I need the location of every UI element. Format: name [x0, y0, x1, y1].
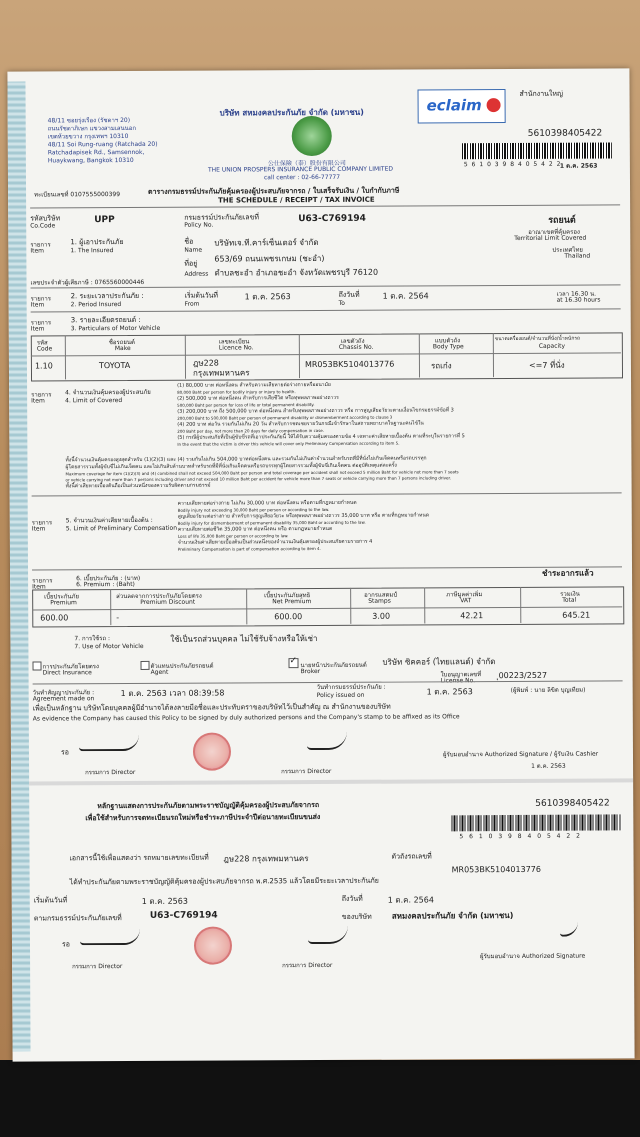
territory-label-th: อาณาเขตที่คุ้มครอง [528, 228, 580, 236]
slip-director-label-2: กรรมการ Director [282, 961, 333, 970]
broker-label-en: Broker [300, 668, 321, 676]
slip-title-line1: หลักฐานแสดงการประกันภัยตามพระราชบัญญัติคุ้มครองผู้ประสบภัยจากรถ [97, 801, 320, 811]
address-en-line3: Huaykwang, Bangkok 10310 [47, 156, 134, 165]
eclaim-logo [418, 89, 506, 123]
from-label-en: From [184, 300, 200, 308]
period-time-th: เวลา 16.30 น. [556, 290, 597, 298]
item-label-en-1: Item [30, 247, 45, 255]
col-body-en: Body Type [432, 343, 464, 351]
coverage-line-9: (5) กรณีผู้ประสบภัยที่เป็นผู้ขับขี่รถที่เอาประกันภัยนี้ ให้ได้รับความคุ้มครองตามข้อ 4 เฉพาะค่าเสียหายเบื้องต้น ตามที่ระบุในรายการที่ 5 [177, 433, 465, 441]
date-stamp-top: 1 ต.ค. 2563 [559, 162, 598, 170]
col-premium-en: Premium [50, 599, 77, 607]
premium-label-th: 6. เบี้ยประกันภัย : (บาท) [76, 574, 141, 583]
col-net-th: เบี้ยประกันภัยสุทธิ [264, 592, 311, 600]
divider [424, 587, 425, 623]
address-th-line2: ถนนรัชดาภิเษก แขวงสามเสนนอก [47, 124, 137, 133]
vat-value: 42.21 [460, 611, 484, 621]
col-discount-en: Premium Discount [140, 598, 196, 606]
coverage-label-en: 4. Limit of Covered [65, 397, 123, 405]
divider [31, 308, 621, 312]
divider [32, 492, 622, 496]
coverage-line-11: ทั้งนี้จำนวนเงินคุ้มครองสูงสุดสำหรับ (1)(2)(3) และ (4) รวมกันไม่เกิน 504,000 บาทต่อหนึ่งคน และรวมกันไม่เกินค่าจำนวนสำหรับรถที่มีที่นั่งไม่เกินเจ็ดคนหรือรถบรรทุก [65, 455, 427, 464]
coverage-line-5: (3) 200,000 บาท ถึง 500,000 บาท ต่อหนึ่งคน สำหรับทุพพลภาพอย่างถาวร หรือ การสูญเสียอวัยวะตามเงื่อนไขกรมธรรม์ข้อที่ 3 [177, 407, 454, 415]
authorized-signature-label: ผู้รับมอบอำนาจ Authorized Signature / ผู้รับเงิน Cashier [442, 750, 599, 759]
slip-policy-label: ตามกรมธรรม์ประกันภัยเลขที่ [33, 914, 122, 923]
divider [32, 566, 622, 570]
item-label-en-5: Item [31, 525, 46, 533]
authorized-date: 1 ต.ค. 2563 [531, 762, 566, 770]
insured-address-line1: 653/69 ถนนเพชรเกษม (ชะอำ) [214, 253, 325, 264]
agent-label-th: ตัวแทนประกันภัยรถยนต์ [150, 662, 214, 670]
from-label-th: เริ่มต้นวันที่ [184, 291, 219, 300]
head-office-label: สำนักงานใหญ่ [519, 89, 563, 98]
document-title-th: ตารางกรมธรรม์ประกันภัยคุ้มครองผู้ประสบภัยจากรถ / ใบเสร็จรับเงิน / ใบกำกับภาษี [148, 186, 400, 196]
to-label-en: To [338, 299, 345, 307]
eclaim-logo-text: eclaim [426, 96, 482, 115]
coverage-line-1: (1) 80,000 บาท ต่อหนึ่งคน สำหรับความเสียหายต่อร่างกายหรืออนามัย [177, 381, 331, 389]
agreement-made-label-th: วันทำสัญญาประกันภัย : [32, 689, 95, 697]
premium-label-en: 6. Premium : (Baht) [76, 580, 135, 589]
vehicle-code: 1.10 [34, 361, 53, 371]
vehicle-make: TOYOTA [98, 360, 131, 371]
broker-label-th: นายหน้าประกันภัยรถยนต์ [300, 661, 367, 670]
period-label-en: 2. Period Insured [70, 301, 122, 309]
agent-label-en: Agent [150, 668, 169, 676]
col-licence-en: Licence No. [218, 344, 254, 352]
vehicle-body-type: รถเก๋ง [430, 361, 452, 371]
director-signature-1 [79, 735, 139, 751]
coverage-line-12: ผู้โดยสารรวมทั้งผู้ขับขี่ไม่เกินเจ็ดคน และไม่เกินสิบล้านบาทสำหรับรถที่มีที่นั่งเกินเจ็ดคนหรือรถบรรทุกผู้โดยสารรวมทั้งผู้ขับขี่เกินเจ็ดคน ต่ออุบัติเหตุแต่ละครั้ง [65, 462, 397, 471]
coverage-line-15: ทั้งนี้ค่าเสียหายเบื้องต้นถือเป็นส่วนหนึ่งของความรับผิดตามกรมธรรม์ [65, 482, 211, 490]
vehicle-licence-line2: กรุงเทพมหานคร [192, 368, 250, 378]
barcode-slip [451, 814, 621, 831]
period-label-th: 2. ระยะเวลาประกันภัย : [70, 291, 144, 301]
item-label-en-2: Item [30, 301, 45, 309]
preliminary-label-th: 5. จำนวนเงินค่าเสียหายเบื้องต้น : [65, 516, 153, 525]
coverage-line-8: 200 Baht per day, not more than 20 days for daily compensation in case. [177, 427, 325, 434]
stamps-value: 3.00 [372, 611, 391, 621]
coverage-line-7: (4) 200 บาท ต่อวัน รวมกันไม่เกิน 20 วัน สำหรับการชดเชยรายวันกรณีเข้ารักษาในสถานพยาบาลในฐานะคนไข้ใน [177, 420, 424, 428]
address-en-line1: 48/11 Soi Rung-ruang (Ratchada 20) [47, 140, 158, 149]
item-label-en-3: Item [30, 325, 45, 333]
agreement-made-label-en: Agreement made on [32, 695, 95, 703]
preliminary-line-1: ความเสียหายต่อร่างกาย ไม่เกิน 30,000 บาท ต่อหนึ่งคน หรือตามที่กฎหมายกำหนด [177, 499, 357, 507]
preliminary-line-6: Loss of life 35,000 Baht per person or according to law. [177, 533, 289, 539]
barcode-digits-top: 5 6 1 0 3 9 8 4 0 5 4 2 2 [463, 160, 562, 169]
perforated-edge-strip [7, 82, 30, 1052]
name-label-en: Name [184, 246, 203, 254]
col-stamps-en: Stamps [368, 597, 391, 605]
item-label-th-4: รายการ [31, 391, 52, 399]
col-licence-th: เลขทะเบียน [218, 338, 250, 346]
preliminary-line-4: Bodily injury for dismemberment of permanent disability 35,000 Baht or according to the law. [177, 519, 366, 526]
divider [350, 588, 351, 624]
slip-of-company-label: ของบริษัท [341, 912, 372, 921]
use-value: ใช้เป็นรถส่วนบุคคล ไม่ใช้รับจ้างหรือให้เช่า [170, 634, 318, 644]
co-code-label-th: รหัสบริษัท [30, 214, 61, 223]
col-capacity-th: ขนาดเครื่องยนต์/จำนวนที่นั่ง/น้ำหนักรถ [494, 335, 581, 343]
broker-checkbox[interactable] [288, 658, 298, 668]
col-chassis-th: เลขตัวถัง [340, 337, 365, 345]
name-label-th: ชื่อ [184, 237, 194, 246]
barcode-digits-slip: 5 6 1 0 3 9 8 4 0 5 4 2 2 [459, 832, 582, 841]
coverage-line-10: In the event that the victim is driver this vehicle will cover only Preliminary Compensation according to item 5. [177, 440, 400, 447]
vehicle-section-label-th: 3. รายละเอียดรถยนต์ : [70, 315, 141, 325]
territory-value-en: Thailand [564, 252, 591, 260]
insured-address-line2: ตำบลชะอำ อำเภอชะอำ จังหวัดเพชรบุรี 76120 [214, 267, 379, 278]
slip-company-seal-stamp [194, 926, 232, 964]
slip-director-signature-2 [308, 926, 348, 944]
premium-value: 600.00 [40, 613, 69, 623]
policy-issued-label-th: วันทำกรมธรรม์ประกันภัย : [316, 683, 386, 692]
to-label-th: ถึงวันที่ [338, 290, 360, 299]
vehicle-section-label-en: 3. Particulars of Motor Vehicle [70, 324, 161, 333]
call-center: call center : 02-66-77777 [263, 173, 341, 182]
policy-no-label-en: Policy No. [184, 221, 214, 229]
preliminary-line-2: Bodily injury not exceeding 30,000 Baht per person or according to the law. [177, 506, 330, 513]
address-th-line3: เขตห้วยขวาง กรุงเทพฯ 10310 [47, 133, 129, 141]
divider [65, 335, 66, 379]
agent-checkbox[interactable] [140, 661, 149, 670]
dark-floor-area [0, 1060, 640, 1137]
coverage-label-th: 4. จำนวนเงินคุ้มครองผู้ประสบภัย [65, 388, 151, 397]
printer-name: (ผู้พิมพ์ : นาย ลิขิต บุญเทียม) [510, 686, 586, 695]
coverage-line-14: or vehicle carrying not more than 7 persons including driver and not exceed 10 million Baht per accident for vehicle more than 7 seats or vehicle carrying more than 7 persons including driver. [65, 475, 452, 483]
evidence-text-th: เพื่อเป็นหลักฐาน บริษัทโดยบุคคลผู้มีอำนาจได้ลงลายมือชื่อและประทับตราของบริษัทไว้เป็นสำคัญ ณ สำนักงานของบริษัท [32, 702, 391, 713]
col-net-en: Net Premium [272, 598, 312, 606]
company-logo-icon [292, 116, 332, 156]
divider [185, 335, 186, 379]
document-number: 5610398405422 [527, 128, 603, 139]
director-label-2: กรรมการ Director [281, 767, 332, 776]
col-code-en: Code [36, 345, 53, 353]
territory-value-th: ประเทศไทย [552, 246, 583, 254]
col-vat-en: VAT [460, 597, 472, 605]
discount-value: - [116, 613, 120, 623]
period-to: 1 ต.ค. 2564 [382, 291, 429, 301]
slip-policy-number: U63-C769194 [149, 910, 218, 921]
coverage-line-2: 80,000 Baht per person for bodily injury or injury to health. [177, 389, 296, 395]
company-name-th: บริษัท สหมงคลประกันภัย จำกัด (มหาชน) [219, 107, 364, 118]
company-name-cn: 公仕保險（泰）股份有限公司 [267, 159, 346, 168]
divider [110, 589, 111, 625]
preliminary-details [178, 498, 622, 552]
item-label-th-6: รายการ [32, 577, 53, 585]
divider [246, 588, 247, 624]
policy-issued-label-en: Policy issued on [316, 691, 365, 700]
slip-title-line2: เพื่อใช้สำหรับการจดทะเบียนรถใหม่หรือชำระภาษีประจำปีต่อนายทะเบียนขนส่ง [85, 813, 321, 823]
coverage-summary [65, 454, 621, 490]
col-total-th: รวมเงิน [560, 590, 580, 598]
pending-mark-2: รอ [61, 940, 70, 949]
policy-issued-value: 1 ต.ค. 2563 [426, 687, 473, 697]
preliminary-line-8: Preliminary Compensation is part of compensation according to item 4. [177, 546, 321, 552]
document-title-en: THE SCHEDULE / RECEIPT / TAX INVOICE [218, 195, 375, 205]
license-number: ุ00223/2527 [498, 670, 548, 681]
address-en-line2: Ratchadapisek Rd., Samsennok, [47, 148, 145, 157]
slip-act-line: ได้ทำประกันภัยตามพระราชบัญญัติคุ้มครองผู้ประสบภัยจากรถ พ.ศ.2535 แล้วโดยมีระยะเวลาประกันภัย [69, 876, 379, 887]
vehicle-licence-line1: ฎษ228 [192, 358, 219, 368]
director-label-1: กรรมการ Director [85, 768, 136, 777]
license-label-th: ใบอนุญาตเลขที่ [440, 671, 482, 679]
co-code-label-en: Co.Code [30, 222, 56, 230]
direct-insurance-label-th: การประกันภัยโดยตรง [42, 663, 99, 671]
item-label-th-3: รายการ [30, 319, 52, 327]
vehicle-class: รถยนต์ [548, 215, 576, 226]
slip-director-signature-1 [80, 929, 140, 945]
slip-plate: ฎษ228 กรุงเทพมหานคร [223, 854, 309, 864]
barcode-top [462, 142, 612, 159]
evidence-text-en: As evidence the Company has caused this Policy to be signed by duly authorized persons and the Company's stamp to be affixed as its Office [32, 713, 460, 723]
col-stamps-th: อากรแสตมป์ [364, 591, 398, 599]
territory-label-en: Territorial Limit Covered [514, 234, 587, 242]
vehicle-chassis: MR053BK5104013776 [304, 359, 395, 370]
slip-cert-line: เอกสารนี้ใช้เพื่อแสดงว่า รถหมายเลขทะเบียนที่ [69, 853, 209, 863]
divider [299, 334, 300, 378]
co-code-value: UPP [94, 215, 115, 226]
insured-label-th: 1. ผู้เอาประกันภัย [70, 238, 124, 247]
taxpayer-id: เลขประจำตัวผู้เสียภาษี : 0765560000446 [30, 278, 145, 287]
col-make-th: ชื่อรถยนต์ [108, 338, 135, 347]
tax-registration: ทะเบียนเลขที่ 0107555000399 [34, 191, 121, 199]
use-label-th: 7. การใช้รถ : [74, 635, 111, 643]
divider [419, 333, 420, 377]
policy-number: U63-C769194 [298, 213, 366, 225]
divider [520, 587, 521, 623]
slip-chassis: MR053BK5104013776 [451, 864, 541, 875]
net-premium-value: 600.00 [274, 612, 303, 622]
preliminary-line-5: ความเสียหายต่อชีวิต 35,000 บาท ต่อหนึ่งคน หรือ ตามกฎหมายกำหนด [177, 525, 333, 533]
use-label-en: 7. Use of Motor Vehicle [74, 642, 144, 651]
slip-company-name: สหมงคลประกันภัย จำกัด (มหาชน) [391, 910, 514, 921]
company-seal-stamp [193, 732, 231, 770]
item-label-th-5: รายการ [31, 519, 53, 527]
col-chassis-en: Chassis No. [338, 343, 374, 351]
coverage-line-3: (2) 500,000 บาท ต่อหนึ่งคน สำหรับการเสียชีวิต หรือทุพพลภาพอย่างถาวร [177, 394, 339, 402]
col-total-en: Total [562, 596, 577, 604]
vehicle-capacity: <=7 ที่นั่ง [528, 360, 565, 370]
col-capacity-en: Capacity [538, 342, 566, 350]
address-th-line1: 48/11 ซอยรุ่งเรือง (รัชดาฯ 20) [47, 116, 131, 125]
col-premium-th: เบี้ยประกันภัย [44, 593, 80, 601]
col-body-th: แบบตัวถัง [434, 337, 461, 345]
slip-authorized-label: ผู้รับมอบอำนาจ Authorized Signature [480, 952, 586, 961]
period-time-en: at 16.30 hours [556, 296, 601, 304]
address-label-th: ที่อยู่ [184, 259, 198, 268]
col-vat-th: ภาษีมูลค่าเพิ่ม [446, 591, 483, 599]
perforation-line [29, 778, 633, 785]
broker-name: บริษัท ซิคคอร์ (ไทยแลนด์) จำกัด [382, 657, 496, 667]
coverage-line-4: 500,000 Baht per person for loss of life or total permanent disability. [177, 402, 315, 408]
item-label-th-2: รายการ [30, 295, 51, 303]
preliminary-line-7: จำนวนเงินค่าเสียหายเบื้องต้นเป็นส่วนหนึ่งของจำนวนเงินคุ้มครองผู้ประสบภัยตามรายการ 4 [177, 538, 373, 546]
period-from: 1 ต.ค. 2563 [244, 292, 291, 302]
col-discount-th: ส่วนลดจากการประกันภัยโดยตรง [116, 592, 202, 601]
item-label-en-6: Item [32, 583, 46, 591]
coverage-line-6: 200,000 Baht to 500,000 Baht per person of permanent disability or dismemberment according to clause 3 [177, 414, 393, 421]
agreement-made-value: 1 ต.ค. 2563 เวลา 08:39:58 [120, 688, 225, 699]
direct-insurance-checkbox[interactable] [33, 661, 42, 670]
eclaim-badge-icon [487, 98, 501, 112]
col-code-th: รหัส [36, 339, 48, 347]
slip-document-number: 5610398405422 [535, 798, 610, 809]
policy-no-label-th: กรมธรรม์ประกันภัยเลขที่ [184, 213, 260, 222]
director-signature-2 [307, 732, 347, 750]
insured-label-en: 1. The Insured [70, 247, 114, 255]
slip-to-label: ถึงวันที่ [341, 894, 363, 903]
slip-from-label: เริ่มต้นวันที่ [33, 896, 68, 905]
slip-director-label-1: กรรมการ Director [72, 963, 123, 971]
coverage-details [177, 380, 621, 447]
pending-mark-1: รอ [60, 748, 69, 757]
coverage-line-13: Maximum coverage for item (1)(2)(3) and (4) combined shall not exceed 504,000 Baht per person and total coverage per accident shall not exceed 5 million Baht for vehicle not more than 7 seats [65, 469, 459, 477]
insured-name: บริษัทเจ.ที.คาร์เซ็นเตอร์ จำกัด [214, 238, 319, 248]
check-mark-icon: ✓ [289, 656, 298, 667]
col-make-en: Make [114, 344, 131, 353]
slip-to-value: 1 ต.ค. 2564 [387, 895, 434, 905]
slip-chassis-label: ตัวถังรถเลขที่ [391, 852, 432, 861]
divider [30, 204, 620, 208]
direct-insurance-label-en: Direct Insurance [42, 669, 92, 677]
item-label-en-4: Item [31, 397, 45, 405]
preliminary-line-3: สูญเสียอวัยวะต่อร่างกาย สำหรับการสูญเสียอวัยวะ หรือทุพพลภาพอย่างถาวร 35,000 บาท หรือ ตามที่กฎหมายกำหนด [177, 512, 430, 520]
company-name-en: THE UNION PROSPERS INSURANCE PUBLIC COMPANY LIMITED [207, 165, 394, 174]
total-value: 645.21 [562, 610, 591, 620]
duty-paid-label: ชำระอากรแล้ว [542, 568, 594, 578]
item-label-th-1: รายการ [30, 241, 51, 249]
slip-authorized-signature [560, 911, 578, 937]
insurance-document [7, 68, 634, 1061]
address-label-en: Address [184, 270, 209, 278]
slip-from-value: 1 ต.ค. 2563 [141, 896, 188, 906]
preliminary-label-en: 5. Limit of Preliminary Compensation [65, 524, 178, 533]
